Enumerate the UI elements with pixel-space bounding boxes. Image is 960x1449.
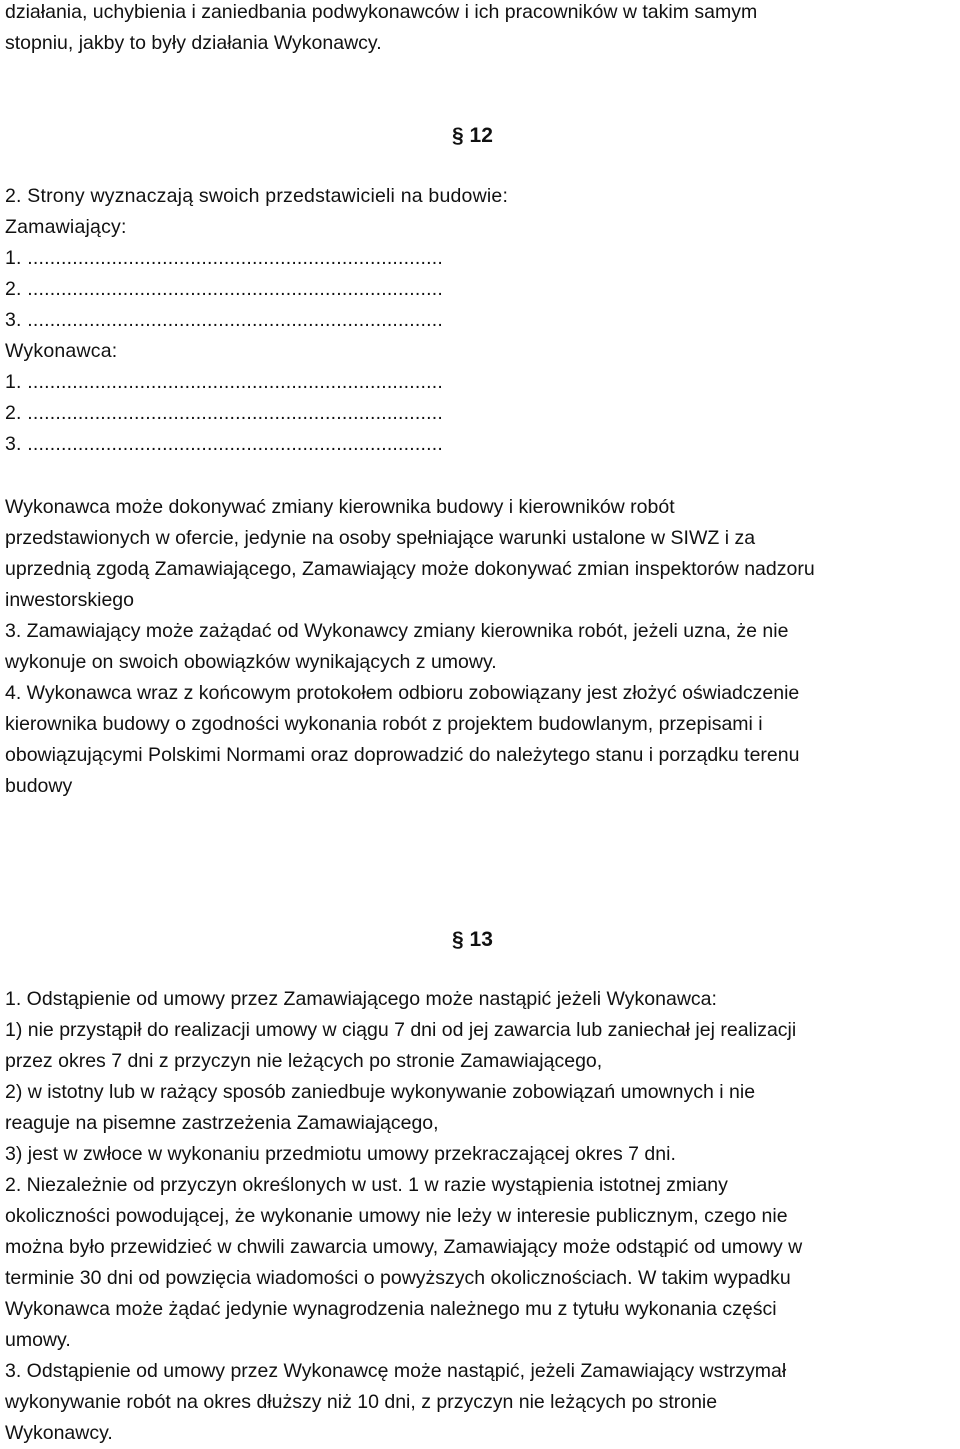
text-line: wykonywanie robót na okres dłuższy niż 10 dni, z przyczyn nie leżących po stronie	[5, 1391, 718, 1413]
text-line: 4. Wykonawca wraz z końcowym protokołem odbioru zobowiązany jest złożyć oświadczenie	[5, 682, 800, 704]
text-line: Wykonawcy.	[5, 1422, 113, 1444]
text-line: działania, uchybienia i zaniedbania podwykonawców i ich pracowników w takim samym	[5, 1, 758, 23]
section-12-heading: § 12	[452, 124, 493, 147]
text-line: 2) w istotny lub w rażący sposób zaniedbuje wykonywanie zobowiązań umownych i nie	[5, 1081, 756, 1103]
text-line: 1) nie przystąpił do realizacji umowy w ciągu 7 dni od jej zawarcia lub zaniechał jej realizacji	[5, 1019, 797, 1041]
text-line: przez okres 7 dni z przyczyn nie leżących po stronie Zamawiającego,	[5, 1050, 603, 1072]
text-line: 2. Niezależnie od przyczyn określonych w ust. 1 w razie wystąpienia istotnej zmiany	[5, 1174, 728, 1196]
text-line: 3. Zamawiający może zażądać od Wykonawcy zmiany kierownika robót, jeżeli uzna, że nie	[5, 620, 789, 642]
section-13-heading: § 13	[452, 928, 493, 951]
text-line: 2. Strony wyznaczają swoich przedstawicieli na budowie:	[5, 185, 509, 207]
continuation-paragraph	[5, 0, 955, 59]
label-wykonawca: Wykonawca:	[5, 340, 118, 362]
text-line: reaguje na pisemne zastrzeżenia Zamawiającego,	[5, 1112, 439, 1134]
text-line: kierownika budowy o zgodności wykonania robót z projektem budowlanym, przepisami i	[5, 713, 763, 735]
text-line: budowy	[5, 775, 73, 797]
text-line: 3) jest w zwłoce w wykonaniu przedmiotu umowy przekraczającej okres 7 dni.	[5, 1143, 676, 1165]
text-line: Wykonawca może dokonywać zmiany kierownika budowy i kierowników robót	[5, 496, 675, 518]
text-line: można było przewidzieć w chwili zawarcia umowy, Zamawiający może odstąpić od umowy w	[5, 1236, 803, 1258]
section-13-body	[5, 984, 955, 1449]
text-line: 1. Odstąpienie od umowy przez Zamawiającego może nastąpić jeżeli Wykonawca:	[5, 988, 717, 1010]
list-item: 2. ..........................................................................	[5, 402, 443, 424]
text-line: okoliczności powodującej, że wykonanie umowy nie leży w interesie publicznym, czego nie	[5, 1205, 788, 1227]
text-line: umowy.	[5, 1329, 71, 1351]
text-line: stopniu, jakby to były działania Wykonawcy.	[5, 32, 382, 54]
representatives-list	[5, 181, 955, 460]
list-item: 1. ..........................................................................	[5, 247, 443, 269]
label-zamawiajacy: Zamawiający:	[5, 216, 127, 238]
text-line: uprzednią zgodą Zamawiającego, Zamawiający może dokonywać zmian inspektorów nadzoru	[5, 558, 815, 580]
list-item: 3. ..........................................................................	[5, 309, 443, 331]
list-item: 1. ..........................................................................	[5, 371, 443, 393]
text-line: Wykonawca może żądać jedynie wynagrodzenia należnego mu z tytułu wykonania części	[5, 1298, 777, 1320]
text-line: wykonuje on swoich obowiązków wynikających z umowy.	[5, 651, 497, 673]
text-line: 3. Odstąpienie od umowy przez Wykonawcę może nastąpić, jeżeli Zamawiający wstrzymał	[5, 1360, 787, 1382]
section-12-body	[5, 492, 955, 802]
text-line: przedstawionych w ofercie, jedynie na osoby spełniające warunki ustalone w SIWZ i za	[5, 527, 756, 549]
list-item: 3. ..........................................................................	[5, 433, 443, 455]
text-line: inwestorskiego	[5, 589, 134, 611]
list-item: 2. ..........................................................................	[5, 278, 443, 300]
text-line: terminie 30 dni od powzięcia wiadomości o powyższych okolicznościach. W takim wypadku	[5, 1267, 791, 1289]
text-line: obowiązującymi Polskimi Normami oraz doprowadzić do należytego stanu i porządku terenu	[5, 744, 800, 766]
